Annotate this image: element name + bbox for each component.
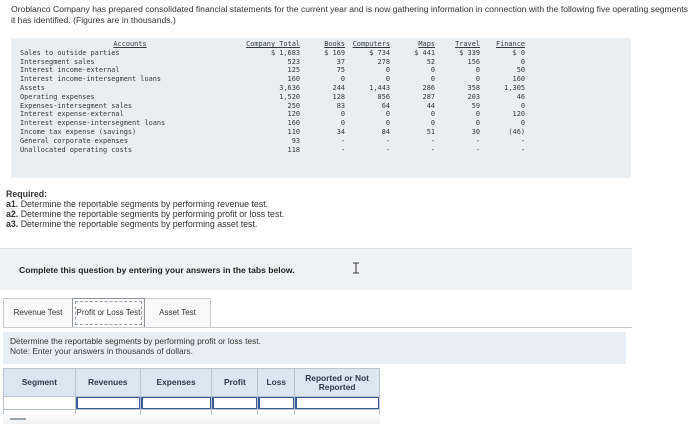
text-cursor-icon bbox=[351, 262, 361, 274]
header-travel bbox=[435, 40, 480, 49]
segment-data-row bbox=[20, 49, 525, 58]
account-value: 128 bbox=[332, 92, 345, 101]
account-value: $ 1,683 bbox=[270, 48, 300, 57]
account-value: $ 441 bbox=[414, 48, 435, 57]
tab-profit-or-loss-test[interactable]: Profit or Loss Test bbox=[72, 298, 145, 328]
tab-asset-test[interactable]: Asset Test bbox=[145, 298, 211, 328]
account-value: - bbox=[475, 136, 480, 145]
header-books-text: Books bbox=[324, 40, 345, 48]
account-value: 0 bbox=[340, 110, 345, 119]
account-value: 0 bbox=[475, 75, 480, 84]
account-value: - bbox=[385, 145, 390, 154]
account-value: 0 bbox=[520, 101, 525, 110]
account-label: Interest income-external bbox=[20, 66, 120, 75]
answer-header-loss: Loss bbox=[258, 369, 295, 397]
account-value: 0 bbox=[430, 119, 435, 128]
account-value: 52 bbox=[426, 57, 435, 66]
account-value: 0 bbox=[475, 66, 480, 75]
header-maps bbox=[390, 40, 435, 49]
account-value: 37 bbox=[336, 57, 345, 66]
expenses-input[interactable] bbox=[140, 397, 212, 410]
account-value: 59 bbox=[471, 101, 480, 110]
header-travel-text: Travel bbox=[455, 40, 480, 48]
account-value: - bbox=[340, 136, 345, 145]
required-item-label: a3. bbox=[6, 219, 19, 229]
account-value: 50 bbox=[516, 66, 525, 75]
answer-header-revenues: Revenues bbox=[75, 369, 140, 397]
account-value: 358 bbox=[467, 83, 480, 92]
account-value: 1,520 bbox=[279, 92, 300, 101]
account-label: Interest income-intersegment loans bbox=[20, 75, 162, 84]
account-value: 0 bbox=[340, 119, 345, 128]
account-value: 0 bbox=[430, 66, 435, 75]
required-item-text: Determine the reportable segments by performing asset test. bbox=[20, 219, 258, 229]
segment-data-row bbox=[20, 102, 525, 111]
header-company-total-text: Company Total bbox=[246, 40, 300, 48]
account-value: - bbox=[475, 145, 480, 154]
account-value: $ 0 bbox=[512, 48, 525, 57]
answer-header-reported: Reported or Not Reported bbox=[295, 369, 380, 397]
segment-data-body bbox=[20, 49, 525, 155]
header-books bbox=[300, 40, 345, 49]
account-label: Sales to outside parties bbox=[20, 48, 120, 57]
account-value: 120 bbox=[512, 110, 525, 119]
answer-header-profit: Profit bbox=[212, 369, 258, 397]
account-value: 83 bbox=[336, 101, 345, 110]
account-value: 30 bbox=[471, 127, 480, 136]
loss-input[interactable] bbox=[258, 397, 295, 410]
account-value: 523 bbox=[287, 57, 300, 66]
problem-intro: Oroblanco Company has prepared consolidated financial statements for the current year and is now gathering information in connection with the following five operating segments it has identified. (Figures are in thousands.) bbox=[11, 4, 688, 25]
account-label: Assets bbox=[20, 83, 45, 92]
required-item-label: a1. bbox=[6, 199, 19, 209]
account-value: - bbox=[385, 136, 390, 145]
account-label: Interest expense-intersegment loans bbox=[20, 119, 166, 128]
account-value: 93 bbox=[291, 136, 300, 145]
revenues-input-box[interactable] bbox=[76, 397, 140, 409]
account-value: 0 bbox=[385, 66, 390, 75]
segment-data-row bbox=[20, 75, 525, 84]
header-computers bbox=[345, 40, 390, 49]
segment-data-row bbox=[20, 84, 525, 93]
profit-input-box[interactable] bbox=[212, 397, 257, 409]
account-value: 160 bbox=[287, 119, 300, 128]
segment-data-row bbox=[20, 128, 525, 137]
account-value: 287 bbox=[422, 92, 435, 101]
account-value: 1,305 bbox=[504, 83, 525, 92]
account-value: 856 bbox=[377, 92, 390, 101]
header-maps-text: Maps bbox=[418, 40, 435, 48]
account-value: 203 bbox=[467, 92, 480, 101]
required-title: Required: bbox=[6, 189, 48, 199]
account-value: 160 bbox=[287, 75, 300, 84]
segment-data-row bbox=[20, 93, 525, 102]
segment-data-row bbox=[20, 66, 525, 75]
segment-data-row bbox=[20, 137, 525, 146]
account-value: - bbox=[430, 145, 435, 154]
account-value: - bbox=[430, 136, 435, 145]
header-accounts-text: Accounts bbox=[113, 40, 147, 48]
account-value: 51 bbox=[426, 127, 435, 136]
account-value: 160 bbox=[512, 75, 525, 84]
scroll-indicator bbox=[10, 418, 26, 420]
account-value: 120 bbox=[287, 110, 300, 119]
instructions-text: Complete this question by entering your answers in the tabs below. bbox=[19, 265, 295, 275]
account-value: 0 bbox=[520, 57, 525, 66]
required-item-a1 bbox=[6, 199, 284, 209]
account-value: 44 bbox=[426, 101, 435, 110]
account-value: 118 bbox=[287, 145, 300, 154]
segment-data-header-row bbox=[20, 40, 525, 49]
question-panel bbox=[3, 332, 626, 364]
account-value: 0 bbox=[430, 110, 435, 119]
account-label: Income tax expense (savings) bbox=[20, 127, 137, 136]
answer-row bbox=[4, 397, 380, 410]
required-item-label: a2. bbox=[6, 209, 19, 219]
answer-header-row bbox=[4, 369, 380, 397]
account-value: 110 bbox=[287, 127, 300, 136]
account-value: - bbox=[340, 145, 345, 154]
account-value: 64 bbox=[381, 101, 390, 110]
account-label: Interest expense-external bbox=[20, 110, 124, 119]
account-value: 34 bbox=[336, 127, 345, 136]
account-value: 0 bbox=[385, 75, 390, 84]
account-value: 0 bbox=[385, 119, 390, 128]
account-label: Intersegment sales bbox=[20, 57, 95, 66]
question-note: Note: Enter your answers in thousands of dollars. bbox=[10, 346, 193, 356]
bottom-fade bbox=[3, 414, 380, 424]
segment-data-row bbox=[20, 58, 525, 67]
account-value: 75 bbox=[336, 66, 345, 75]
segment-data-row bbox=[20, 146, 525, 155]
required-item-text: Determine the reportable segments by performing revenue test. bbox=[20, 199, 269, 209]
required-item-text: Determine the reportable segments by performing profit or loss test. bbox=[20, 209, 285, 219]
answer-header-segment: Segment bbox=[4, 369, 76, 397]
account-value: 0 bbox=[385, 110, 390, 119]
answer-segment-cell bbox=[4, 397, 76, 410]
account-label: Unallocated operating costs bbox=[20, 145, 133, 154]
header-finance bbox=[480, 40, 525, 49]
account-value: - bbox=[520, 145, 525, 154]
header-computers-text: Computers bbox=[352, 40, 390, 48]
account-value: $ 339 bbox=[459, 48, 480, 57]
tab-revenue-test[interactable]: Revenue Test bbox=[3, 298, 72, 328]
account-value: 156 bbox=[467, 57, 480, 66]
account-value: 0 bbox=[340, 75, 345, 84]
segment-data-panel bbox=[11, 38, 631, 178]
reported-select-box[interactable] bbox=[295, 397, 379, 409]
instructions-panel bbox=[0, 248, 632, 290]
account-label: Expenses-intersegment sales bbox=[20, 101, 133, 110]
loss-input-box[interactable] bbox=[258, 397, 294, 409]
account-label: General corporate expenses bbox=[20, 136, 128, 145]
expenses-input-box[interactable] bbox=[141, 397, 212, 409]
account-value: 278 bbox=[377, 57, 390, 66]
segment-data-table bbox=[20, 40, 525, 154]
required-section bbox=[6, 189, 284, 229]
account-value: - bbox=[520, 136, 525, 145]
segment-data-row bbox=[20, 110, 525, 119]
header-company-total bbox=[240, 40, 300, 49]
answer-header-expenses: Expenses bbox=[140, 369, 212, 397]
tab-divider bbox=[3, 327, 632, 328]
profit-input[interactable] bbox=[212, 397, 258, 410]
account-value: $ 169 bbox=[324, 48, 345, 57]
reported-select[interactable] bbox=[295, 397, 380, 410]
required-item-a2 bbox=[6, 209, 284, 219]
account-value: (46) bbox=[508, 127, 525, 136]
account-value: $ 734 bbox=[369, 48, 390, 57]
header-finance-text: Finance bbox=[495, 40, 525, 48]
account-value: 3,636 bbox=[279, 83, 300, 92]
account-value: 0 bbox=[430, 75, 435, 84]
account-value: 0 bbox=[520, 119, 525, 128]
account-value: 84 bbox=[381, 127, 390, 136]
header-accounts bbox=[20, 40, 240, 49]
account-value: 0 bbox=[475, 110, 480, 119]
account-value: 46 bbox=[516, 92, 525, 101]
revenues-input[interactable] bbox=[75, 397, 140, 410]
account-value: 250 bbox=[287, 101, 300, 110]
required-item-a3 bbox=[6, 219, 284, 229]
account-value: 286 bbox=[422, 83, 435, 92]
account-value: 1,443 bbox=[369, 83, 390, 92]
segment-data-row bbox=[20, 119, 525, 128]
account-value: 244 bbox=[332, 83, 345, 92]
account-value: 0 bbox=[475, 119, 480, 128]
account-value: 125 bbox=[287, 66, 300, 75]
question-prompt: Determine the reportable segments by performing profit or loss test. bbox=[10, 336, 261, 346]
account-label: Operating expenses bbox=[20, 92, 95, 101]
